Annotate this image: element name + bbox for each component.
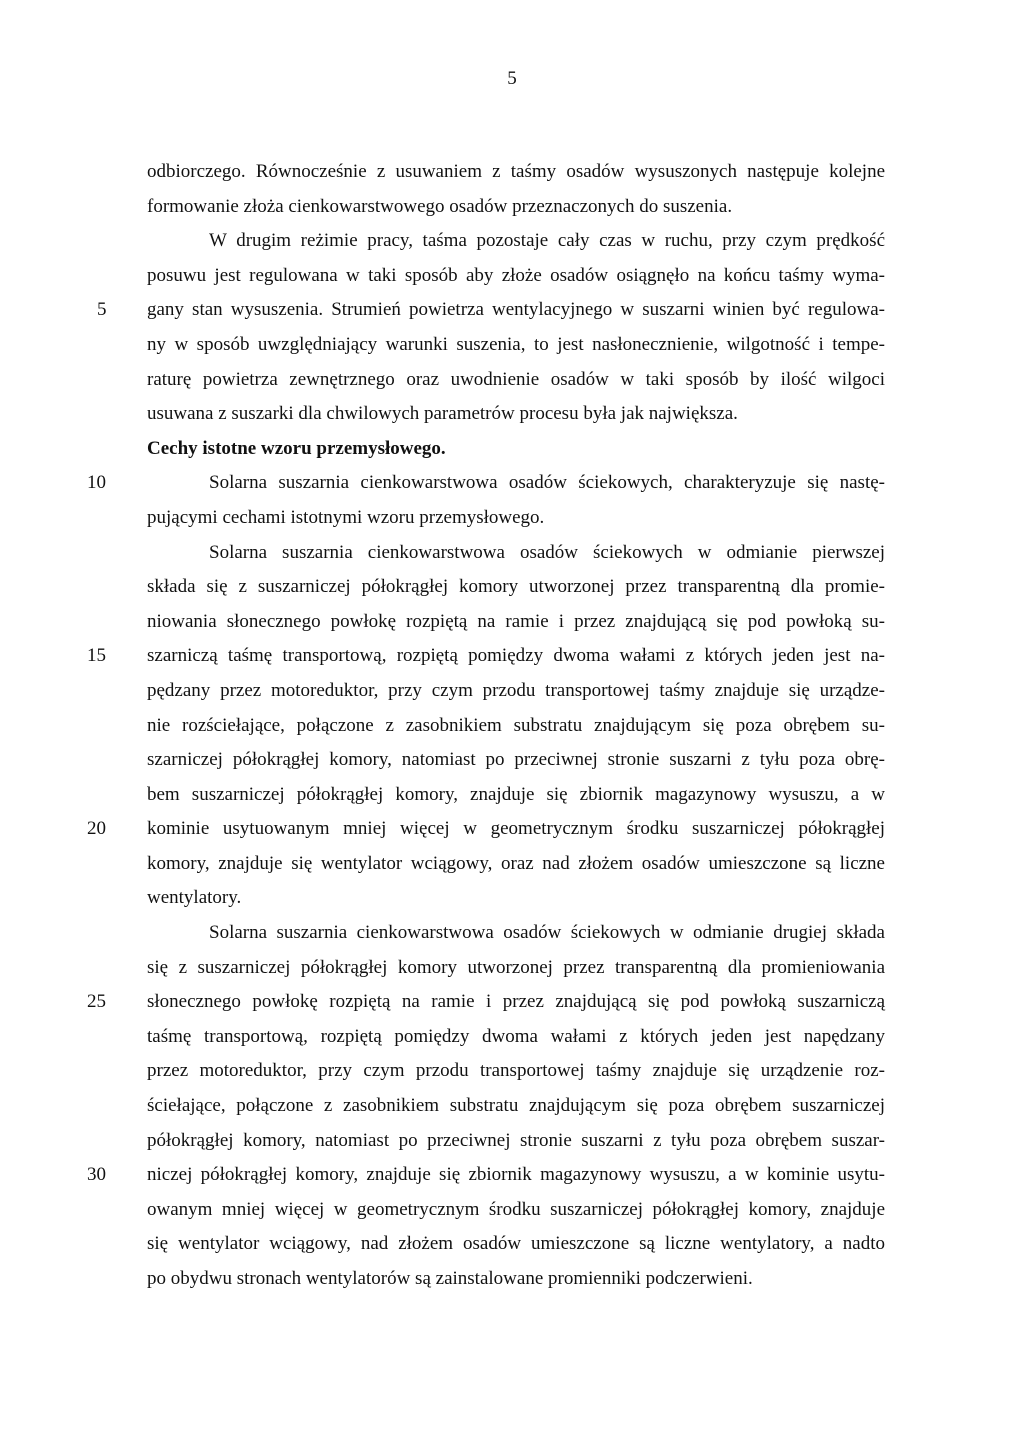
- text-line: półokrągłej komory, natomiast po przeciwnej stronie suszarni z tyłu poza obrębem suszar-: [147, 1129, 885, 1151]
- text-line: raturę powietrza zewnętrznego oraz uwodnienie osadów w taki sposób by ilość wilgoci: [147, 368, 885, 390]
- text-line: W drugim reżimie pracy, taśma pozostaje cały czas w ruchu, przy czym prędkość: [209, 230, 885, 252]
- text-line: składa się z suszarniczej półokrągłej komory utworzonej przez transparentną dla promie-: [147, 576, 885, 598]
- line-number: 20: [87, 818, 106, 840]
- text-line: Solarna suszarnia cienkowarstwowa osadów ściekowych, charakteryzuje się nastę-: [209, 472, 885, 494]
- text-line: się z suszarniczej półokrągłej komory utworzonej przez transparentną dla promieniowania: [147, 956, 885, 978]
- text-line: Solarna suszarnia cienkowarstwowa osadów ściekowych w odmianie drugiej składa: [209, 922, 885, 944]
- page-number: 5: [507, 68, 517, 89]
- text-line-wrapper: [97, 293, 885, 328]
- text-line: się wentylator wciągowy, nad złożem osadów umieszczone są liczne wentylatory, a nadto: [147, 1233, 885, 1255]
- text-line: niczej półokrągłej komory, znajduje się zbiornik magazynowy wysuszu, a w kominie usytu-: [147, 1164, 885, 1186]
- text-line: taśmę transportową, rozpiętą pomiędzy dwoma wałami z których jeden jest napędzany: [147, 1025, 885, 1047]
- line-number: 10: [87, 472, 106, 494]
- document-body: [87, 155, 885, 1297]
- text-line: ściełające, połączone z zasobnikiem substratu znajdującym się poza obrębem suszarniczej: [147, 1095, 885, 1117]
- text-line: bem suszarniczej półokrągłej komory, znajduje się zbiornik magazynowy wysuszu, a w: [147, 783, 885, 805]
- text-line: przez motoreduktor, przy czym przodu transportowej taśmy znajduje się urządzenie roz-: [147, 1060, 885, 1082]
- text-line: posuwu jest regulowana w taki sposób aby złoże osadów osiągnęło na końcu taśmy wyma-: [147, 264, 885, 286]
- text-line: usuwana z suszarki dla chwilowych parametrów procesu była jak największa.: [147, 403, 738, 425]
- section-heading: Cechy istotne wzoru przemysłowego.: [147, 437, 446, 459]
- text-line: po obydwu stronach wentylatorów są zainstalowane promienniki podczerwieni.: [147, 1268, 753, 1289]
- text-line: formowanie złoża cienkowarstwowego osadów przeznaczonych do suszenia.: [147, 195, 733, 217]
- text-line: wentylatory.: [147, 887, 242, 909]
- text-line: nie rozściełające, połączone z zasobnikiem substratu znajdującym się poza obrębem su-: [147, 714, 885, 736]
- line-number: 30: [87, 1164, 106, 1186]
- line-number: 15: [87, 645, 106, 667]
- text-line: szarniczej półokrągłej komory, natomiast po przeciwnej stronie suszarni z tyłu poza obrę-: [147, 749, 885, 771]
- text-line: pującymi cechami istotnymi wzoru przemysłowego.: [147, 506, 545, 528]
- text-line-wrapper: [87, 812, 885, 847]
- text-line: odbiorczego. Równocześnie z usuwaniem z taśmy osadów wysuszonych następuje kolejne: [147, 161, 885, 182]
- text-line-wrapper: [87, 985, 885, 1020]
- text-line: ny w sposób uwzględniający warunki suszenia, to jest nasłonecznienie, wilgotność i tempe-: [147, 333, 885, 355]
- text-line-wrapper: [87, 466, 885, 501]
- line-number: 25: [87, 991, 106, 1013]
- text-line: kominie usytuowanym mniej więcej w geometrycznym środku suszarniczej półokrągłej: [147, 818, 885, 840]
- text-line: pędzany przez motoreduktor, przy czym przodu transportowej taśmy znajduje się urządze-: [147, 679, 885, 701]
- line-number: 5: [97, 299, 107, 321]
- text-line: szarniczą taśmę transportową, rozpiętą pomiędzy dwoma wałami z których jeden jest na-: [147, 645, 885, 667]
- text-line-wrapper: [87, 1158, 885, 1193]
- text-line: gany stan wysuszenia. Strumień powietrza wentylacyjnego w suszarni winien być regulowa-: [147, 299, 885, 321]
- text-line: komory, znajduje się wentylator wciągowy, oraz nad złożem osadów umieszczone są liczne: [147, 852, 885, 874]
- text-line: słonecznego powłokę rozpiętą na ramie i przez znajdującą się pod powłoką suszarniczą: [147, 991, 885, 1013]
- text-line: owanym mniej więcej w geometrycznym środku suszarniczej półokrągłej komory, znajduje: [147, 1198, 885, 1220]
- text-line: niowania słonecznego powłokę rozpiętą na ramie i przez znajdującą się pod powłoką su-: [147, 610, 885, 632]
- text-line-wrapper: [87, 639, 885, 674]
- text-line: Solarna suszarnia cienkowarstwowa osadów ściekowych w odmianie pierwszej: [209, 541, 885, 563]
